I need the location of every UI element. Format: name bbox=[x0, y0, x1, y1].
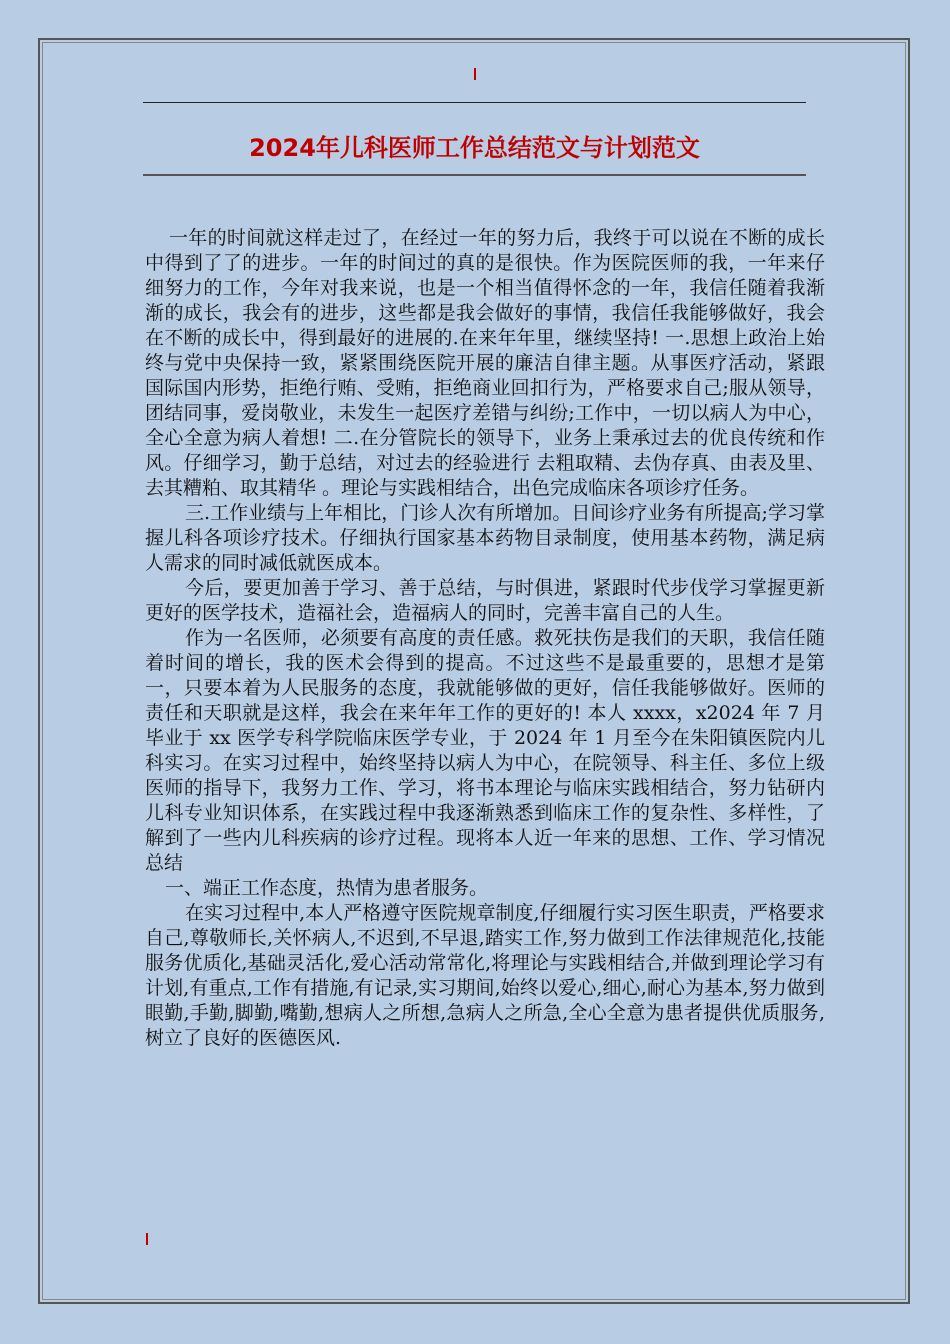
document-body bbox=[145, 226, 825, 1051]
section-heading: 一、端正工作态度，热情为患者服务。 bbox=[165, 877, 489, 899]
footer-mark bbox=[146, 1233, 148, 1245]
title-underline bbox=[143, 174, 806, 176]
paragraph: 作为一名医师，必须要有高度的责任感。救死扶伤是我们的天职，我信任随着时间的增长，我的医术会得到的提高。不过这些不是最重要的，思想才是第一，只要本着为人民服务的态度，我就能够做的更好，信任我能够做好。医师的责任和天职就是这样，我会在来年年工作的更好的! 本人 xxxx，x2024 年 7 月毕业于 xx 医学专科学院临床医学专业，于 2024 年 1 月至今在朱阳镇医院内儿科实习。在实习过程中，始终坚持以病人为中心，在院领导、科主任、多位上级医师的指导下，我努力工作、学习，将书本理论与临床实践相结合，努力钻研内儿科专业知识体系，在实践过程中我逐渐熟悉到临床工作的复杂性、多样性，了解到了一些内儿科疾病的诊疗过程。现将本人近一年来的思想、工作、学习情况总结 bbox=[145, 627, 825, 874]
paragraph: 在实习过程中,本人严格遵守医院规章制度,仔细履行实习医生职责，严格要求自己,尊敬师长,关怀病人,不迟到,不早退,踏实工作,努力做到工作法律规范化,技能服务优质化,基础灵活化,爱心活动常常化,将理论与实践相结合,并做到理论学习有计划,有重点,工作有措施,有记录,实习期间,始终以爱心,细心,耐心为基本,努力做到眼勤,手勤,脚勤,嘴勤,想病人之所想,急病人之所急,全心全意为患者提供优质服务,树立了良好的医德医风. bbox=[145, 902, 825, 1049]
document-title: 2024年儿科医师工作总结范文与计划范文 bbox=[249, 134, 700, 162]
header-mark bbox=[474, 68, 476, 80]
paragraph: 今后，要更加善于学习、善于总结，与时俱进，紧跟时代步伐学习掌握更新更好的医学技术，造福社会，造福病人的同时，完善丰富自己的人生。 bbox=[145, 577, 825, 624]
paragraph: 三.工作业绩与上年相比，门诊人次有所增加。日间诊疗业务有所提高;学习掌握儿科各项诊疗技术。仔细执行国家基本药物目录制度，使用基本药物，满足病人需求的同时减低就医成本。 bbox=[145, 502, 825, 574]
header-rule bbox=[143, 102, 806, 103]
paragraph: 一年的时间就这样走过了，在经过一年的努力后，我终于可以说在不断的成长中得到了了的进步。一年的时间过的真的是很快。作为医院医师的我，一年来仔细努力的工作，今年对我来说，也是一个相当值得怀念的一年，我信任随着我渐渐的成长，我会有的进步，这些都是我会做好的事情，我信任我能够做好，我会在不断的成长中，得到最好的进展的.在来年年里，继续坚持! 一.思想上政治上始终与党中央保持一致，紧紧围绕医院开展的廉洁自律主题。从事医疗活动，紧跟国际国内形势，拒绝行贿、受贿，拒绝商业回扣行为，严格要求自己;服从领导，团结同事，爱岗敬业，未发生一起医疗差错与纠纷;工作中，一切以病人为中心，全心全意为病人着想! 二.在分管院长的领导下，业务上秉承过去的优良传统和作风。仔细学习，勤于总结，对过去的经验进行 去粗取精、去伪存真、由表及里、去其糟粕、取其精华 。理论与实践相结合，出色完成临床各项诊疗任务。 bbox=[145, 227, 825, 499]
